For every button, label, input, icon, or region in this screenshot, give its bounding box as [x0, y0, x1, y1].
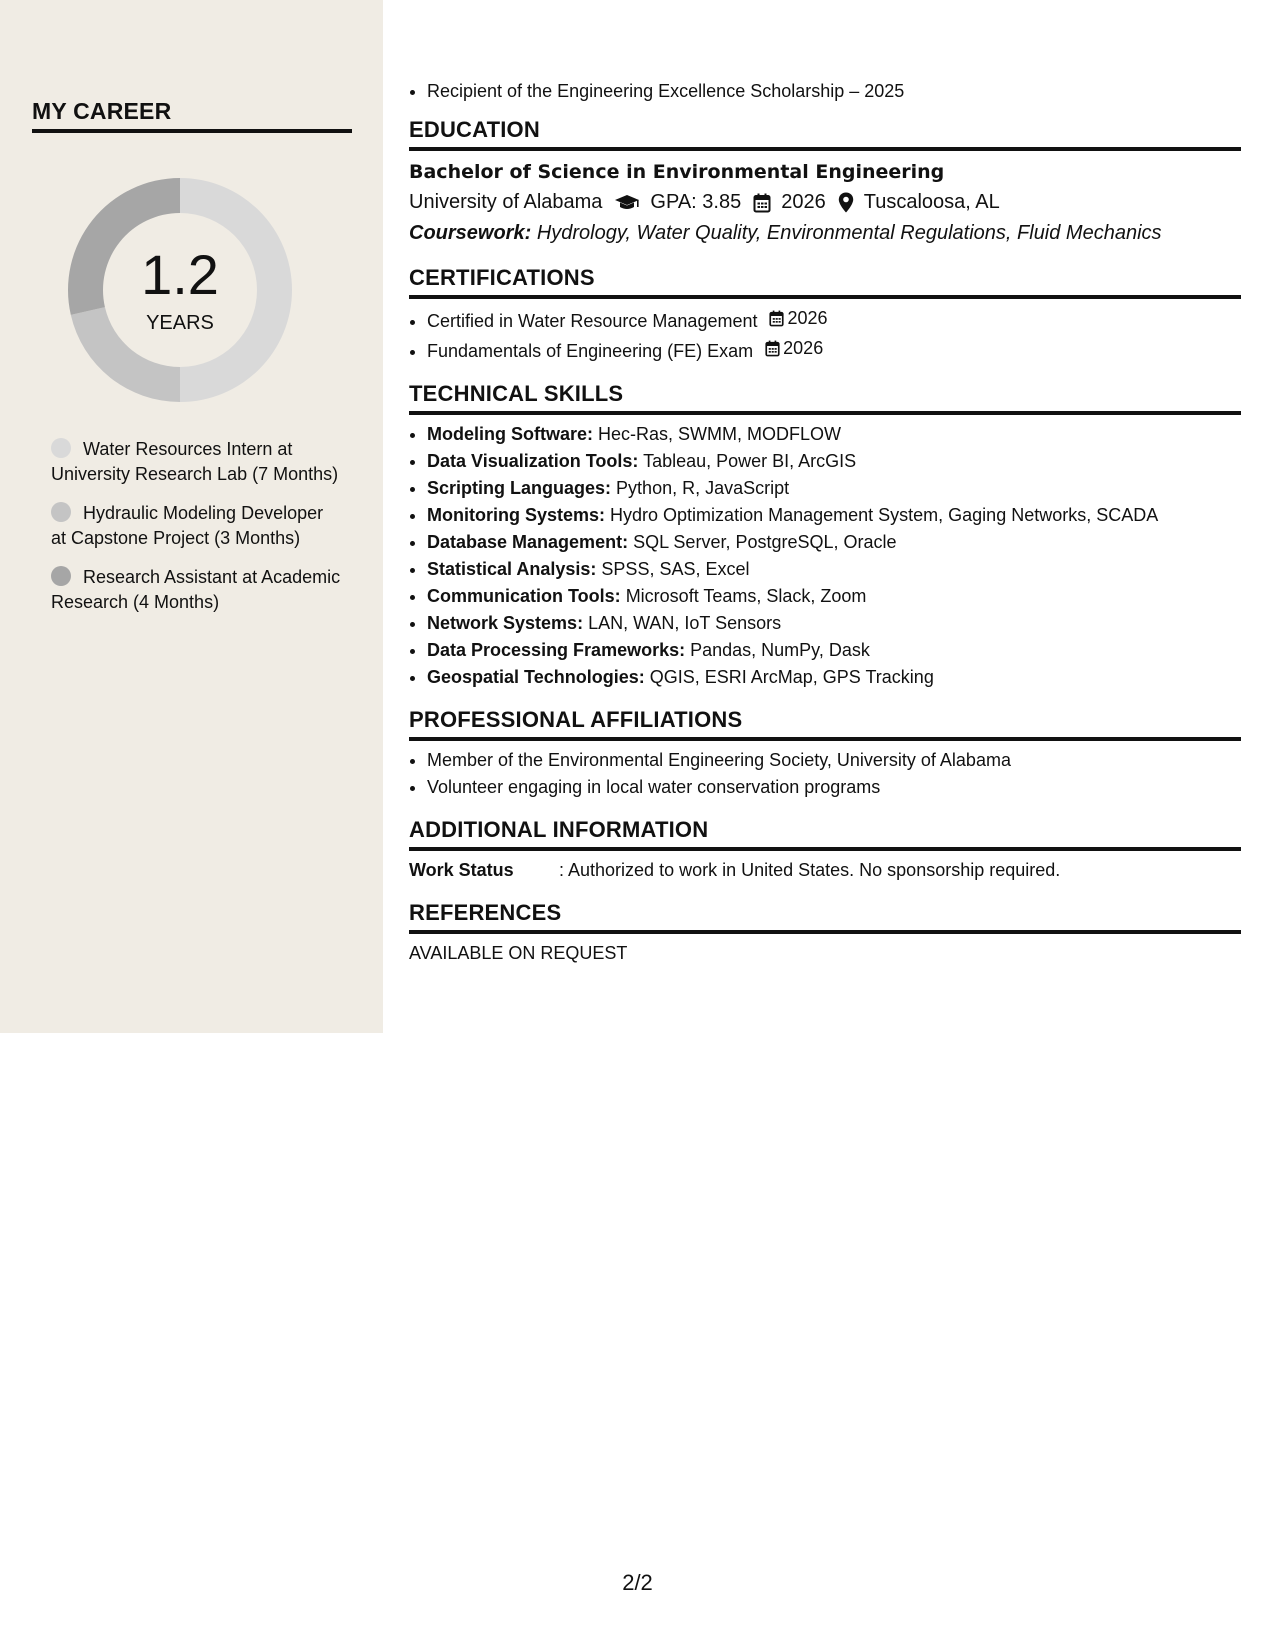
graduation-year: 2026 [781, 191, 826, 213]
skill-label: Scripting Languages: [427, 478, 612, 498]
skill-label: Data Processing Frameworks: [427, 640, 686, 660]
certification-name: Fundamentals of Engineering (FE) Exam [427, 341, 754, 361]
list-item [427, 610, 1241, 637]
coursework-list: Hydrology, Water Quality, Environmental Regulations, Fluid Mechanics [536, 222, 1162, 244]
skill-value: Hec-Ras, SWMM, MODFLOW [598, 424, 842, 444]
skill-value: QGIS, ESRI ArcMap, GPS Tracking [649, 667, 934, 687]
graduation-cap-icon [614, 194, 640, 212]
list-item [427, 475, 1241, 502]
list-item: • Member of the Environmental Engineering Society, University of Alabama [427, 747, 1241, 774]
certification-year-text: 2026 [783, 338, 824, 358]
certifications-list [409, 305, 1241, 365]
years-unit: YEARS [146, 312, 214, 334]
work-status-row [409, 857, 1241, 884]
technical-skills-heading: TECHNICAL SKILLS [409, 381, 1241, 415]
references-heading: REFERENCES [409, 900, 1241, 934]
skill-label: Modeling Software: [427, 424, 593, 444]
additional-info-heading: ADDITIONAL INFORMATION [409, 817, 1241, 851]
work-status-value: : Authorized to work in United States. No sponsorship required. [559, 860, 1061, 880]
legend-dot-icon [51, 502, 71, 522]
skills-list [409, 421, 1241, 691]
legend-item [51, 565, 341, 614]
career-legend [51, 437, 341, 629]
career-donut-chart [65, 175, 295, 405]
list-item [427, 637, 1241, 664]
list-item [427, 529, 1241, 556]
list-item: • Volunteer engaging in local water conservation programs [427, 774, 1241, 801]
list-item: • Recipient of the Engineering Excellence Scholarship – 2025 [427, 78, 1241, 105]
skill-label: Network Systems: [427, 613, 584, 633]
certifications-heading: CERTIFICATIONS [409, 265, 1241, 299]
calendar-icon [753, 193, 771, 213]
affiliations-heading: PROFESSIONAL AFFILIATIONS [409, 707, 1241, 741]
skill-value: LAN, WAN, IoT Sensors [588, 613, 782, 633]
skill-value: Python, R, JavaScript [616, 478, 790, 498]
sidebar [0, 0, 383, 1033]
certification-name: Certified in Water Resource Management [427, 311, 758, 331]
certification-year [769, 305, 827, 332]
skill-label: Statistical Analysis: [427, 559, 597, 579]
coursework [409, 218, 1241, 249]
skill-value: Microsoft Teams, Slack, Zoom [625, 586, 867, 606]
education-details [409, 187, 1241, 218]
list-item [427, 502, 1241, 529]
location-pin-icon [838, 192, 854, 213]
list-item [427, 421, 1241, 448]
skill-label: Geospatial Technologies: [427, 667, 645, 687]
list-item [427, 583, 1241, 610]
legend-dot-icon [51, 438, 71, 458]
skill-label: Database Management: [427, 532, 629, 552]
work-status-label: Work Status [409, 860, 514, 880]
legend-label: Water Resources Intern at University Research Lab (7 Months) [51, 439, 339, 484]
legend-item [51, 501, 341, 550]
skill-value: Tableau, Power BI, ArcGIS [643, 451, 857, 471]
certification-year [765, 335, 823, 362]
list-item [427, 556, 1241, 583]
skill-value: SPSS, SAS, Excel [601, 559, 750, 579]
legend-label: Research Assistant at Academic Research (4 Months) [51, 567, 341, 612]
list-item [427, 305, 1241, 335]
coursework-label: Coursework: [409, 222, 532, 244]
awards-list [409, 78, 1241, 105]
legend-label: Hydraulic Modeling Developer at Capstone Project (3 Months) [51, 503, 324, 548]
certification-year-text: 2026 [787, 308, 828, 328]
affiliations-list [409, 747, 1241, 801]
education-heading: EDUCATION [409, 117, 1241, 151]
page-number: 2/2 [622, 1570, 653, 1595]
calendar-icon [769, 310, 784, 327]
university-name: University of Alabama [409, 191, 603, 213]
calendar-icon [765, 340, 780, 357]
legend-dot-icon [51, 566, 71, 586]
degree-title: Bachelor of Science in Environmental Engineering [409, 161, 945, 183]
career-heading: MY CAREER [32, 98, 352, 133]
list-item [427, 664, 1241, 691]
skill-label: Data Visualization Tools: [427, 451, 639, 471]
gpa-value: GPA: 3.85 [650, 191, 742, 213]
legend-item [51, 437, 341, 486]
skill-label: Monitoring Systems: [427, 505, 606, 525]
skill-value: Pandas, NumPy, Dask [690, 640, 870, 660]
education-location: Tuscaloosa, AL [863, 191, 1000, 213]
list-item [427, 448, 1241, 475]
references-text: AVAILABLE ON REQUEST [409, 943, 628, 963]
skill-label: Communication Tools: [427, 586, 621, 606]
years-number: 1.2 [141, 243, 219, 306]
skill-value: SQL Server, PostgreSQL, Oracle [633, 532, 897, 552]
skill-value: Hydro Optimization Management System, Gaging Networks, SCADA [610, 505, 1159, 525]
list-item [427, 335, 1241, 365]
main-content [409, 78, 1241, 967]
